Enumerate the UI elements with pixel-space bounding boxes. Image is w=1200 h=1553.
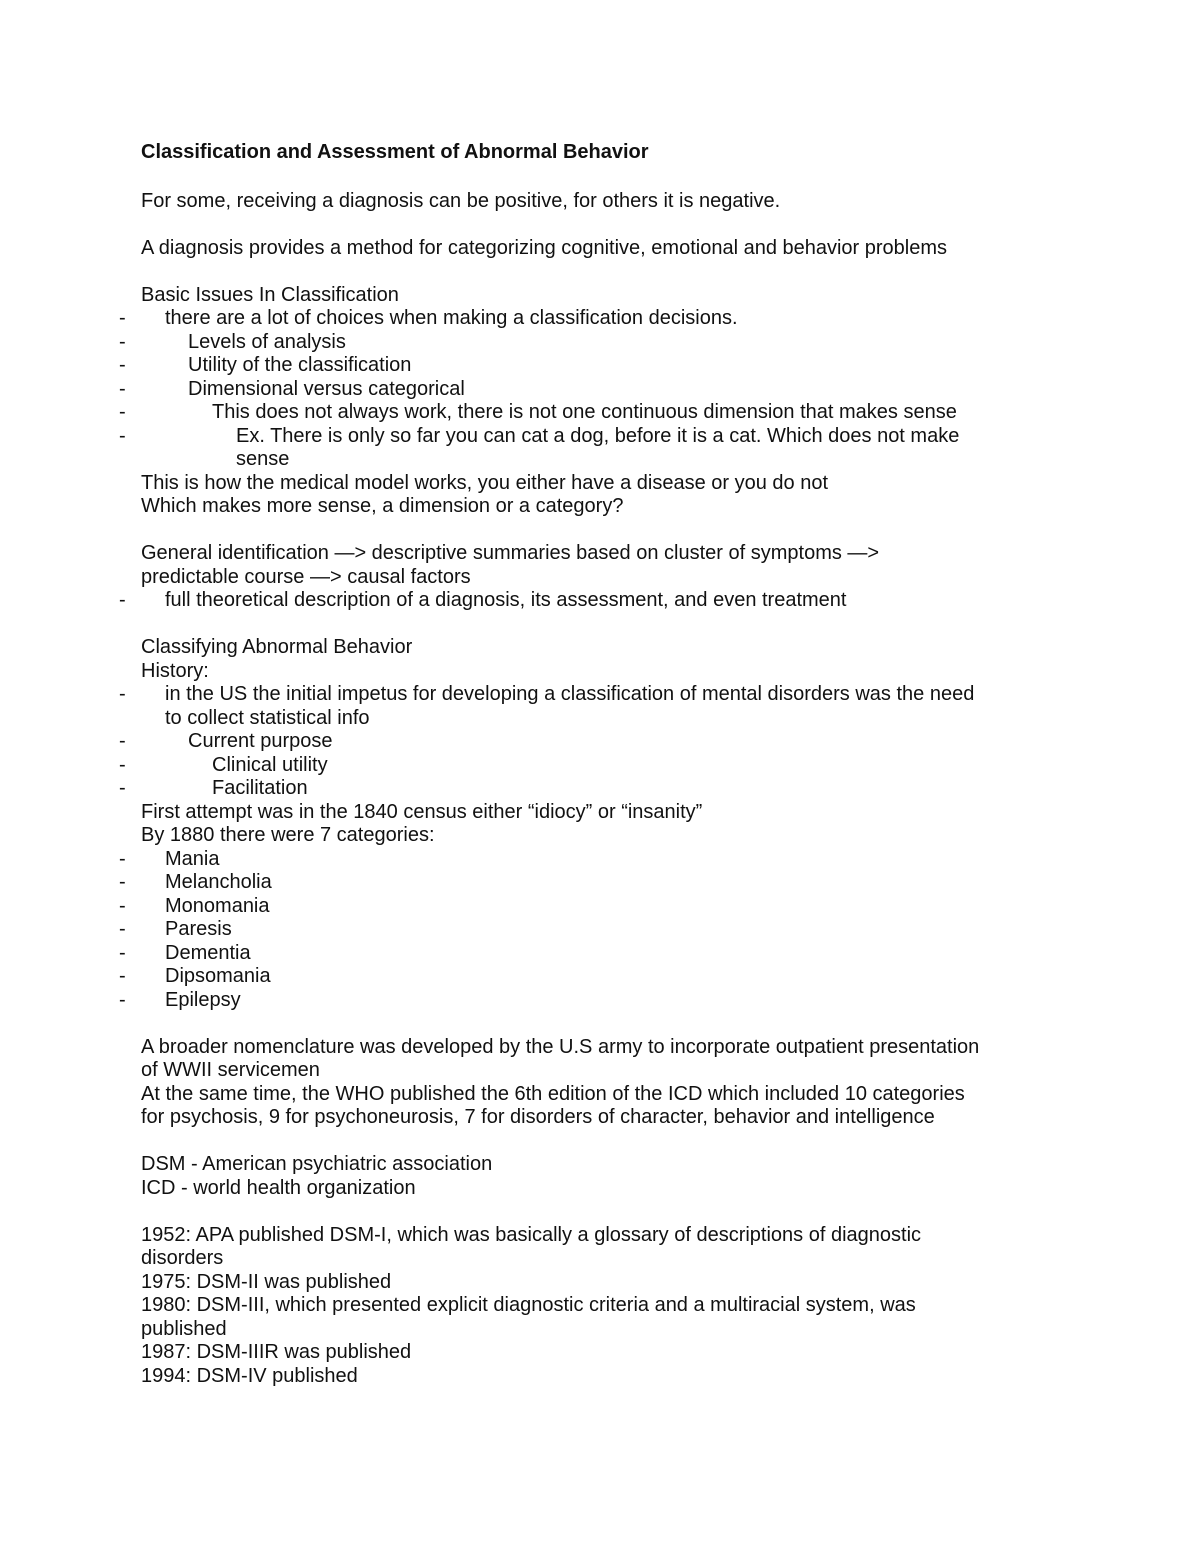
list-item-category: - Mania [141, 848, 1071, 872]
bullet-us-impetus-line1: - in the US the initial impetus for developing a classification of mental disorders was the need [141, 683, 1071, 707]
bullet-dimensional-vs-categorical: - Dimensional versus categorical [141, 378, 1071, 402]
paragraph-broader-nomenclature-line1: A broader nomenclature was developed by the U.S army to incorporate outpatient presentation [141, 1035, 980, 1058]
paragraph-first-attempt: First attempt was in the 1840 census either “idiocy” or “insanity” [141, 800, 703, 823]
list-item-category: - Monomania [141, 895, 1071, 919]
bullet-clinical-utility: - Clinical utility [141, 754, 1071, 778]
section-heading-classifying: Classifying Abnormal Behavior [141, 636, 413, 658]
list-item-category: - Dipsomania [141, 965, 1071, 989]
spacer [141, 1012, 1071, 1036]
bullet-choices: - there are a lot of choices when making a classification decisions. [141, 307, 1071, 331]
spacer [141, 519, 1071, 543]
spacer [141, 260, 1071, 284]
bullet-example-line1: - Ex. There is only so far you can cat a dog, before it is a cat. Which does not make [141, 425, 1071, 449]
spacer [141, 1130, 1071, 1154]
paragraph-who-icd-line1: At the same time, the WHO published the 6th edition of the ICD which included 10 categories [141, 1082, 965, 1105]
paragraph-diagnosis-method: A diagnosis provides a method for categorizing cognitive, emotional and behavior problems [141, 236, 948, 259]
timeline-1952-line2: disorders [141, 1247, 224, 1269]
paragraph-medical-model: This is how the medical model works, you either have a disease or you do not [141, 471, 829, 494]
list-item-category: - Melancholia [141, 871, 1071, 895]
document-page [141, 141, 1071, 1388]
timeline-1994: 1994: DSM-IV published [141, 1364, 358, 1387]
bullet-utility: - Utility of the classification [141, 354, 1071, 378]
bullet-example-line2: sense [236, 448, 290, 470]
paragraph-diagnosis-positive-negative: For some, receiving a diagnosis can be positive, for others it is negative. [141, 189, 781, 212]
paragraph-who-icd-line2: for psychosis, 9 for psychoneurosis, 7 for disorders of character, behavior and intelligence [141, 1106, 935, 1128]
list-item-category: - Epilepsy [141, 989, 1071, 1013]
paragraph-broader-nomenclature-line2: of WWII servicemen [141, 1059, 320, 1081]
bullet-us-impetus-line2: to collect statistical info [165, 706, 370, 729]
timeline-1980-line2: published [141, 1317, 227, 1340]
bullet-current-purpose: - Current purpose [141, 730, 1071, 754]
paragraph-dimension-or-category: Which makes more sense, a dimension or a category? [141, 495, 624, 517]
document-title: Classification and Assessment of Abnormal Behavior [141, 141, 649, 163]
bullet-theoretical-description: - full theoretical description of a diagnosis, its assessment, and even treatment [141, 589, 1071, 613]
spacer [141, 613, 1071, 637]
list-item-category: - Paresis [141, 918, 1071, 942]
bullet-facilitation: - Facilitation [141, 777, 1071, 801]
paragraph-icd-definition: ICD - world health organization [141, 1176, 416, 1199]
paragraph-by-1880: By 1880 there were 7 categories: [141, 824, 435, 846]
bullet-not-always-work: - This does not always work, there is not one continuous dimension that makes sense [141, 401, 1071, 425]
spacer [141, 166, 1071, 190]
spacer [141, 1200, 1071, 1224]
section-heading-basic-issues: Basic Issues In Classification [141, 283, 399, 306]
subheading-history: History: [141, 659, 209, 682]
list-item-category: - Dementia [141, 942, 1071, 966]
timeline-1987: 1987: DSM-IIIR was published [141, 1341, 412, 1363]
spacer [141, 213, 1071, 237]
paragraph-general-identification-line1: General identification —> descriptive summaries based on cluster of symptoms —> [141, 542, 880, 564]
timeline-1975: 1975: DSM-II was published [141, 1270, 392, 1293]
paragraph-dsm-definition: DSM - American psychiatric association [141, 1153, 493, 1175]
timeline-1980-line1: 1980: DSM-III, which presented explicit diagnostic criteria and a multiracial system, was [141, 1294, 916, 1316]
timeline-1952-line1: 1952: APA published DSM-I, which was basically a glossary of descriptions of diagnostic [141, 1223, 922, 1246]
bullet-levels-of-analysis: - Levels of analysis [141, 331, 1071, 355]
paragraph-general-identification-line2: predictable course —> causal factors [141, 565, 471, 588]
